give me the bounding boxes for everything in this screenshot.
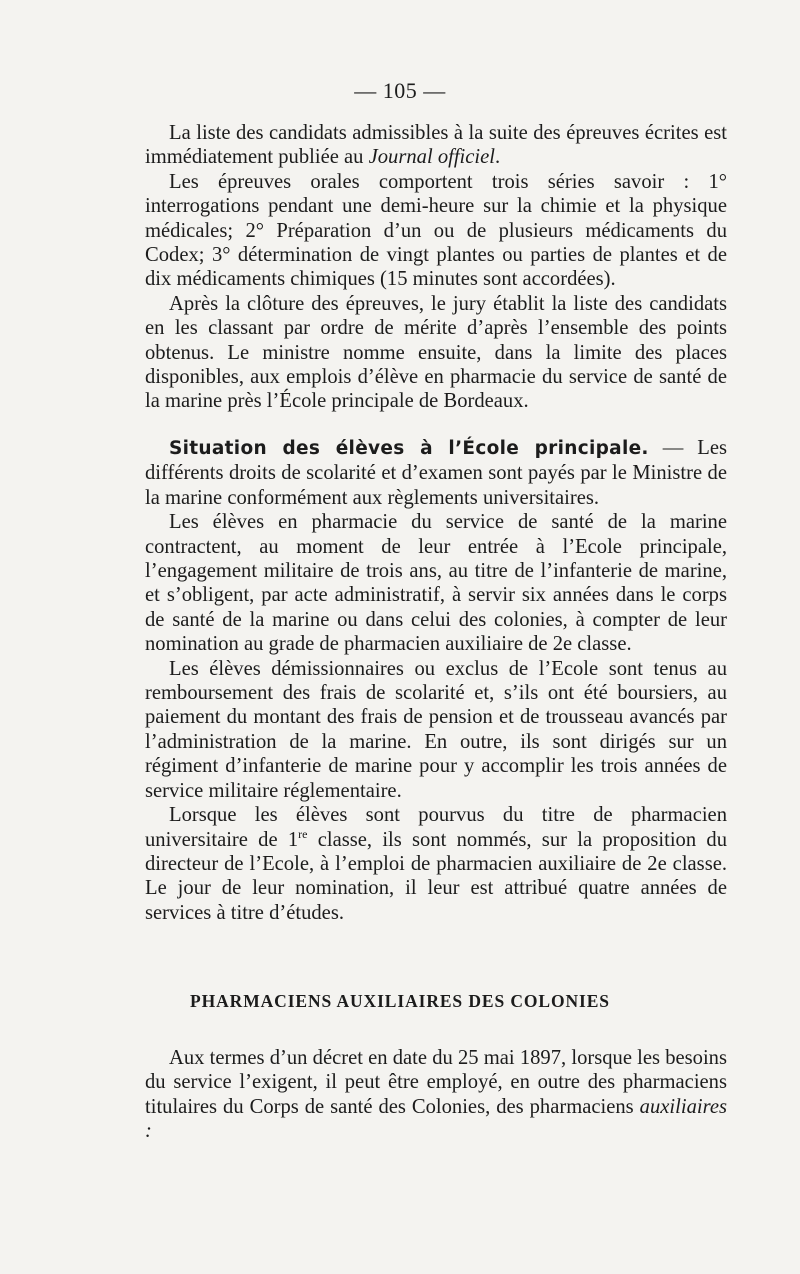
paragraph-text: La liste des candidats admissibles à la suite des épreuves écrites est immédiatement publiée au	[145, 122, 727, 169]
paragraph-ranking: Après la clôture des épreuves, le jury établit la liste des candidats en les classant par ordre de mérite d’après l’ensemble des points obtenus. Le ministre nomme ensuite, dans la limite des places disponibles, aux emplois d’élève en pharmacie du service de santé de la marine près l’École principale de Bordeaux.	[145, 292, 727, 413]
paragraph-fees	[145, 436, 727, 510]
paragraph-text: Lorsque les élèves sont pourvus du titre de pharmacien universitaire de 1	[145, 804, 727, 851]
auxiliaires-emphasis: auxiliaires :	[145, 1095, 727, 1143]
superscript-re: re	[298, 826, 308, 841]
section-student-situation	[145, 436, 727, 925]
paragraph-decree	[145, 1046, 727, 1144]
paragraph-resignation: Les élèves démissionnaires ou exclus de l’Ecole sont tenus au remboursement des frais de scolarité et, s’ils ont été boursiers, au paiement du montant des frais de pension et de trousseau avancés par l’administration de la marine. En outre, ils sont dirigés sur un régiment d’infanterie de marine pour y accomplir les trois années de service militaire réglementaire.	[145, 657, 727, 802]
paragraph-text: Aux termes d’un décret en date du 25 mai 1897, lorsque les besoins du service l’exigent, il peut être employé, en outre des pharmaciens titulaires du Corps de santé des Colonies, des pharmaciens	[145, 1047, 727, 1118]
section-heading: Situation des élèves à l’École principale.	[169, 438, 649, 459]
section-colonial-pharmacists	[145, 1046, 727, 1144]
paragraph-engagement: Les élèves en pharmacie du service de santé de la marine contractent, au moment de leur entrée à l’Ecole principale, l’engagement militaire de trois ans, au titre de l’infanterie de marine, et s’obligent, par acte administratif, à servir six années dans le corps de santé de la marine ou dans celui des colonies, à compter de leur nomination au grade de pharmacien auxiliaire de 2e classe.	[145, 511, 727, 656]
paragraph-oral-exams: Les épreuves orales comportent trois séries savoir : 1° interrogations pendant une demi-heure sur la chimie et la physique médicales; 2° Préparation d’un ou de plusieurs médicaments du Codex; 3° détermination de vingt plantes ou parties de plantes et de dix médicaments chimiques (15 minutes sont accordées).	[145, 170, 727, 291]
journal-officiel-title: Journal officiel	[368, 146, 496, 169]
paragraph-text: classe, ils sont nommés, sur la proposition du directeur de l’Ecole, à l’emploi de pharmacien auxiliaire de 2e classe. Le jour de leur nomination, il leur est attribué quatre années de services à titre d’études.	[145, 828, 727, 924]
section-admission-results	[145, 121, 727, 414]
page-number: — 105 —	[354, 78, 446, 103]
paragraph-nomination	[145, 803, 727, 925]
paragraph-admissibles-list	[145, 121, 727, 170]
paragraph-text: — Les différents droits de scolarité et d’examen sont payés par le Ministre de la marine conformément aux règlements universitaires.	[145, 437, 727, 509]
section-title-pharmaciens-auxiliaires: PHARMACIENS AUXILIAIRES DES COLONIES	[190, 991, 610, 1011]
paragraph-text: .	[495, 146, 501, 169]
